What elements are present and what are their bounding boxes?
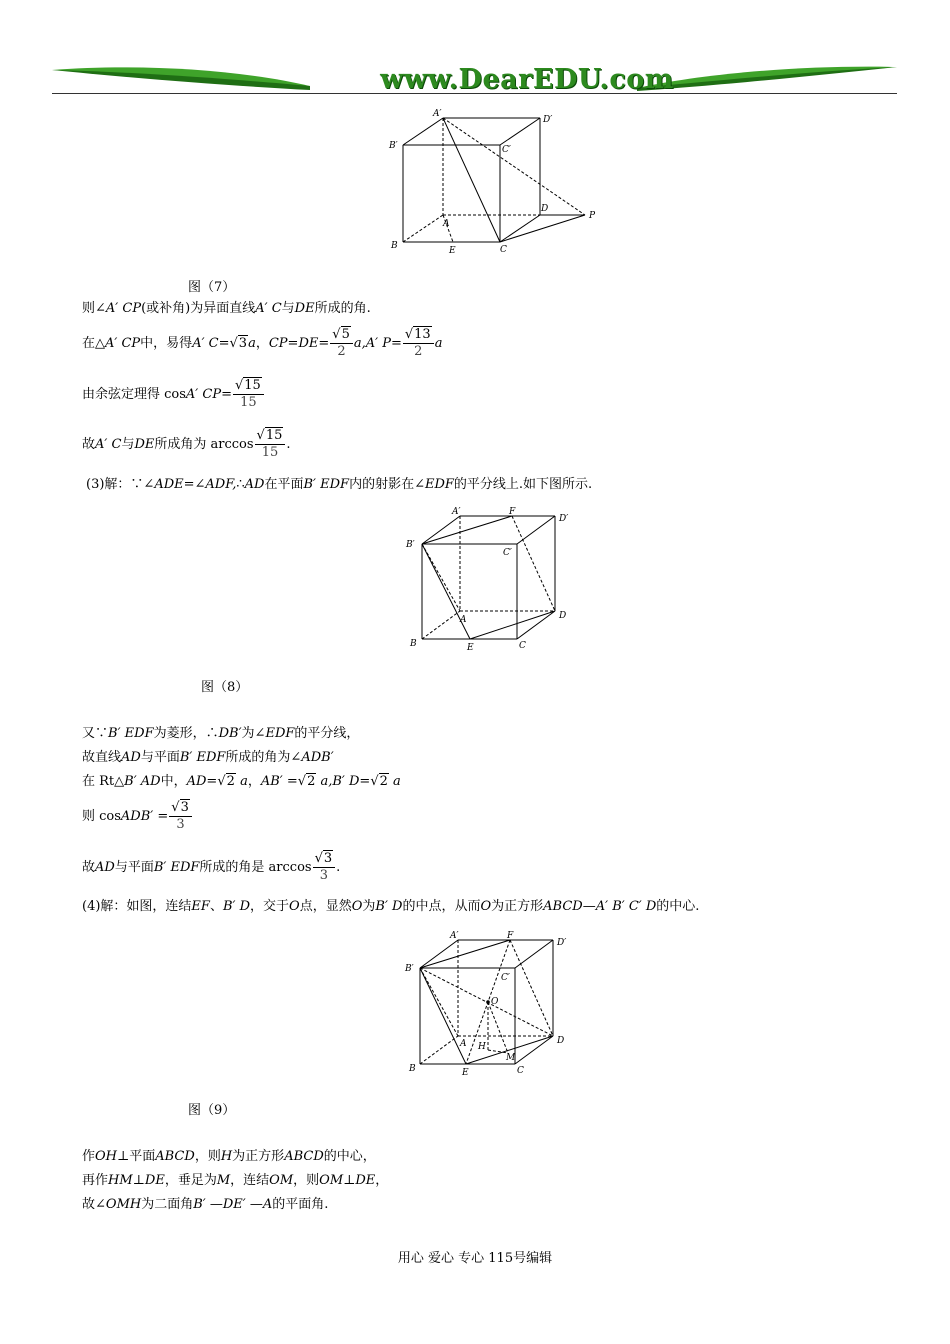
label-C: C bbox=[517, 1066, 524, 1076]
label-A-prime: A′ bbox=[452, 507, 461, 517]
text-line-8: 在 Rt△B′ AD中，AD=√2 a，AB′ =√2 a,B′ D=√2 a bbox=[82, 774, 401, 789]
label-C-prime: C′ bbox=[503, 548, 512, 558]
text-line-10: 故AD与平面B′ EDF所成的角是 arccos $\frac{√3}{3}$ . bbox=[82, 851, 341, 883]
label-C-prime: C′ bbox=[501, 973, 510, 983]
label-B: B bbox=[391, 241, 398, 251]
label-F: F bbox=[509, 507, 516, 517]
text-line-2: 在△A′ CP中，易得A′ C=√3a，CP=DE= $\frac{√5}{2}$ a,A′ P= $\frac{√13}{2}$ a bbox=[82, 327, 443, 359]
figure-8-caption: 图（8） bbox=[201, 680, 249, 695]
label-D: D bbox=[559, 611, 567, 621]
label-D-prime: D′ bbox=[559, 514, 569, 524]
text-line-3: 由余弦定理得 cosA′ CP= $\frac{√15}{15}$ bbox=[82, 378, 265, 411]
label-O: O bbox=[491, 997, 499, 1007]
text-line-13: 再作HM⊥DE，垂足为M，连结OM，则OM⊥DE， bbox=[82, 1173, 389, 1188]
figure-7-diagram bbox=[385, 105, 605, 260]
text-line-6: 又∵B′ EDF为菱形，∴DB′为∠EDF的平分线， bbox=[82, 726, 360, 741]
text-line-7: 故直线AD与平面B′ EDF所成的角为∠ADB′ bbox=[82, 750, 334, 765]
label-A-prime: A′ bbox=[450, 931, 459, 941]
page-footer: 用心 爱心 专心 115号编辑 bbox=[397, 1251, 553, 1266]
figure-7-caption: 图（7） bbox=[188, 280, 236, 295]
label-C: C bbox=[500, 245, 507, 255]
label-F: F bbox=[507, 931, 514, 941]
label-E: E bbox=[467, 643, 474, 653]
label-C-prime: C′ bbox=[502, 145, 511, 155]
text-line-1: 则∠A′ CP(或补角)为异面直线A′ C与DE所成的角. bbox=[82, 301, 371, 316]
label-A: A bbox=[460, 615, 467, 625]
text-line-4: 故A′ C与DE所成角为 arccos $\frac{√15}{15}$ . bbox=[82, 428, 291, 460]
figure-9-caption: 图（9） bbox=[188, 1103, 236, 1118]
text-line-11: (4)解：如图，连结EF、B′ D，交于O点，显然O为B′ D的中点，从而O为正方形ABCD—A′ B′ C′ D的中心. bbox=[82, 899, 700, 914]
label-P: P bbox=[589, 211, 596, 221]
label-B: B bbox=[409, 1064, 416, 1074]
label-D-prime: D′ bbox=[543, 115, 553, 125]
text-line-9: 则 cosADB′ = $\frac{√3}{3}$ bbox=[82, 800, 193, 833]
text-line-12: 作OH⊥平面ABCD，则H为正方形ABCD的中心， bbox=[82, 1149, 376, 1164]
label-M: M bbox=[506, 1053, 516, 1063]
page-header bbox=[52, 62, 897, 96]
label-A: A bbox=[443, 219, 450, 229]
label-B: B bbox=[410, 639, 417, 649]
label-E: E bbox=[462, 1068, 469, 1078]
label-A: A bbox=[460, 1039, 467, 1049]
figure-8-diagram bbox=[402, 502, 592, 654]
label-B-prime: B′ bbox=[406, 540, 415, 550]
text-line-14: 故∠OMH为二面角B′ —DE′ —A的平面角. bbox=[82, 1197, 329, 1212]
label-E: E bbox=[449, 246, 456, 256]
label-A-prime: A′ bbox=[433, 109, 442, 119]
label-D-prime: D′ bbox=[557, 938, 567, 948]
label-D: D bbox=[557, 1036, 565, 1046]
label-B-prime: B′ bbox=[405, 964, 414, 974]
label-C: C bbox=[519, 641, 526, 651]
label-H: H bbox=[478, 1042, 486, 1052]
text-line-5: (3)解：∵∠ADE=∠ADF,∴AD在平面B′ EDF内的射影在∠EDF的平分线上.如下图所示. bbox=[86, 477, 593, 492]
figure-9-diagram bbox=[402, 928, 592, 1080]
header-rule bbox=[52, 93, 897, 94]
site-logo: www.DearEDU.com bbox=[380, 64, 674, 95]
label-D: D bbox=[541, 204, 549, 214]
label-B-prime: B′ bbox=[389, 141, 398, 151]
